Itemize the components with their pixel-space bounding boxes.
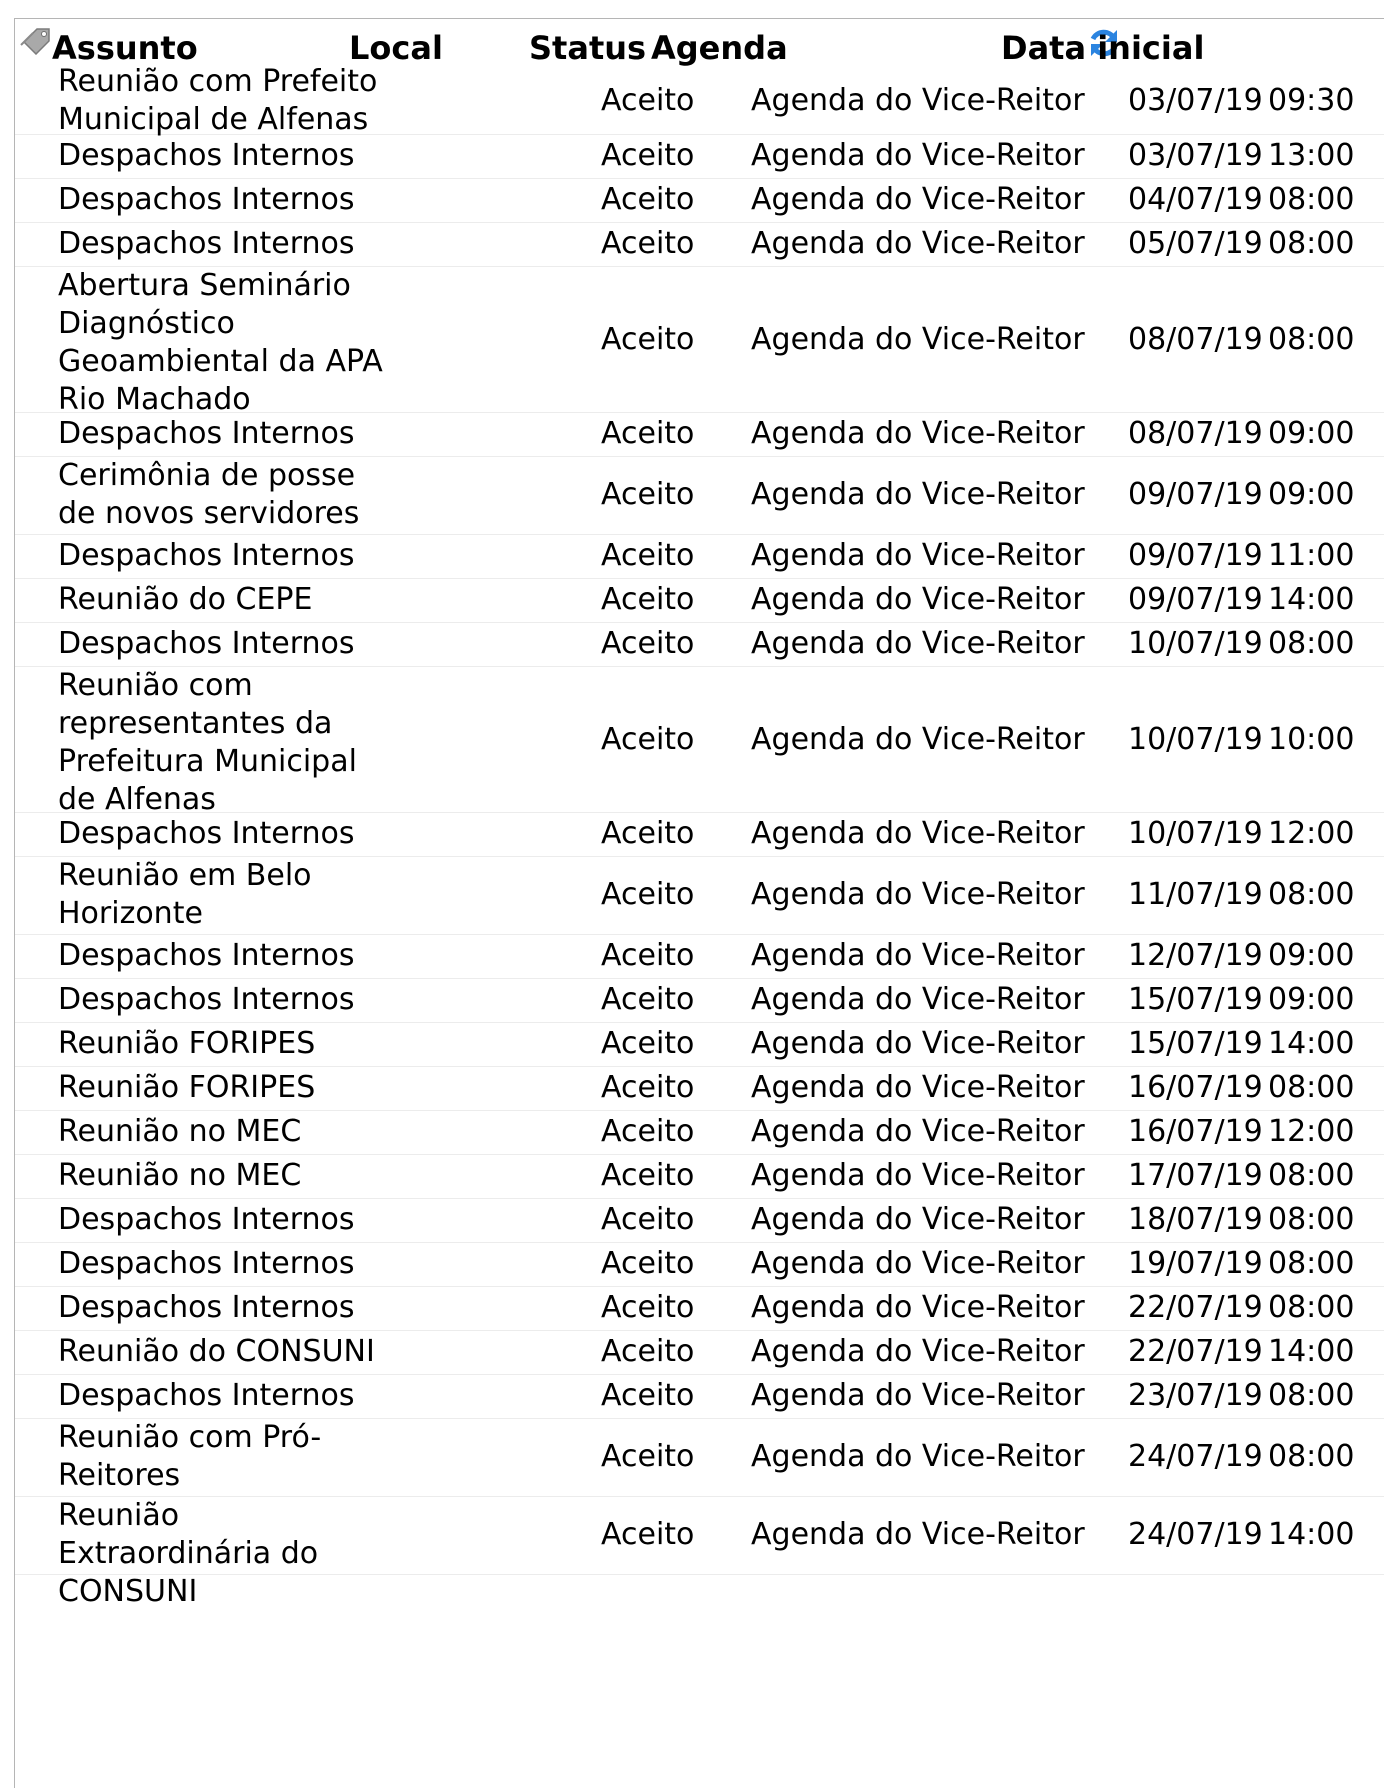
table-row[interactable] [15, 813, 1384, 857]
cell-date: 10/07/19 [1128, 816, 1263, 851]
table-body [15, 64, 1384, 1609]
cell-date: 04/07/19 [1128, 182, 1263, 217]
cell-subject: Reunião com representantes da Prefeitura Municipal de Alfenas [58, 668, 357, 817]
cell-subject: Despachos Internos [58, 416, 355, 451]
cell-agenda: Agenda do Vice-Reitor [751, 1517, 1085, 1552]
cell-agenda: Agenda do Vice-Reitor [751, 538, 1085, 573]
table-row[interactable] [15, 1111, 1384, 1155]
cell-status: Aceito [601, 1290, 695, 1325]
cell-time: 14:00 [1268, 1334, 1355, 1369]
cell-subject: Despachos Internos [58, 182, 355, 217]
cell-status: Aceito [601, 1378, 695, 1413]
cell-time: 13:00 [1268, 138, 1355, 173]
cell-subject: Reunião FORIPES [58, 1070, 316, 1105]
cell-time: 08:00 [1268, 1378, 1355, 1413]
table-row[interactable] [15, 979, 1384, 1023]
table-row[interactable] [15, 457, 1384, 535]
cell-subject: Abertura Seminário Diagnóstico Geoambiental da APA Rio Machado [58, 268, 383, 417]
cell-agenda: Agenda do Vice-Reitor [751, 1439, 1085, 1474]
cell-agenda: Agenda do Vice-Reitor [751, 1158, 1085, 1193]
cell-agenda: Agenda do Vice-Reitor [751, 938, 1085, 973]
cell-subject: Despachos Internos [58, 1202, 355, 1237]
table-row[interactable] [15, 179, 1384, 223]
cell-agenda: Agenda do Vice-Reitor [751, 182, 1085, 217]
table-row[interactable] [15, 1067, 1384, 1111]
cell-agenda: Agenda do Vice-Reitor [751, 1334, 1085, 1369]
cell-date: 10/07/19 [1128, 626, 1263, 661]
cell-status: Aceito [601, 322, 695, 357]
cell-date: 23/07/19 [1128, 1378, 1263, 1413]
cell-subject: Reunião com Pró-Reitores [58, 1420, 322, 1493]
cell-agenda: Agenda do Vice-Reitor [751, 626, 1085, 661]
cell-agenda: Agenda do Vice-Reitor [751, 982, 1085, 1017]
cell-status: Aceito [601, 182, 695, 217]
cell-date: 22/07/19 [1128, 1334, 1263, 1369]
cell-date: 22/07/19 [1128, 1290, 1263, 1325]
cell-agenda: Agenda do Vice-Reitor [751, 816, 1085, 851]
cell-status: Aceito [601, 538, 695, 573]
cell-status: Aceito [601, 1114, 695, 1149]
cell-time: 09:00 [1268, 982, 1355, 1017]
cell-status: Aceito [601, 1202, 695, 1237]
cell-agenda: Agenda do Vice-Reitor [751, 226, 1085, 261]
cell-time: 14:00 [1268, 1026, 1355, 1061]
cell-agenda: Agenda do Vice-Reitor [751, 582, 1085, 617]
cell-status: Aceito [601, 1439, 695, 1474]
cell-date: 17/07/19 [1128, 1158, 1263, 1193]
cell-date: 08/07/19 [1128, 322, 1263, 357]
cell-agenda: Agenda do Vice-Reitor [751, 1070, 1085, 1105]
cell-time: 08:00 [1268, 322, 1355, 357]
cell-subject: Reunião no MEC [58, 1158, 302, 1193]
table-row[interactable] [15, 1243, 1384, 1287]
cell-time: 12:00 [1268, 1114, 1355, 1149]
cell-subject: Reunião FORIPES [58, 1026, 316, 1061]
cell-time: 14:00 [1268, 582, 1355, 617]
column-header-agenda[interactable]: Agenda [651, 29, 788, 67]
cell-subject: Despachos Internos [58, 1246, 355, 1281]
cell-subject: Despachos Internos [58, 226, 355, 261]
cell-time: 08:00 [1268, 182, 1355, 217]
cell-subject: Despachos Internos [58, 816, 355, 851]
column-header-start-date[interactable]: Data inicial [1001, 29, 1205, 67]
cell-subject: Despachos Internos [58, 138, 355, 173]
cell-status: Aceito [601, 477, 695, 512]
cell-subject: Despachos Internos [58, 626, 355, 661]
cell-date: 03/07/19 [1128, 83, 1263, 118]
cell-status: Aceito [601, 938, 695, 973]
cell-agenda: Agenda do Vice-Reitor [751, 1378, 1085, 1413]
cell-agenda: Agenda do Vice-Reitor [751, 83, 1085, 118]
cell-status: Aceito [601, 226, 695, 261]
cell-date: 09/07/19 [1128, 477, 1263, 512]
cell-status: Aceito [601, 582, 695, 617]
table-row[interactable] [15, 935, 1384, 979]
table-row[interactable] [15, 64, 1384, 137]
cell-status: Aceito [601, 1334, 695, 1369]
cell-date: 18/07/19 [1128, 1202, 1263, 1237]
column-header-local[interactable]: Local [349, 29, 443, 67]
cell-time: 09:00 [1268, 938, 1355, 973]
cell-date: 15/07/19 [1128, 1026, 1263, 1061]
cell-agenda: Agenda do Vice-Reitor [751, 322, 1085, 357]
cell-time: 08:00 [1268, 1202, 1355, 1237]
cell-agenda: Agenda do Vice-Reitor [751, 877, 1085, 912]
cell-date: 11/07/19 [1128, 877, 1263, 912]
cell-time: 12:00 [1268, 816, 1355, 851]
cell-agenda: Agenda do Vice-Reitor [751, 1114, 1085, 1149]
cell-status: Aceito [601, 877, 695, 912]
cell-date: 24/07/19 [1128, 1439, 1263, 1474]
cell-date: 12/07/19 [1128, 938, 1263, 973]
table-row[interactable] [15, 1497, 1384, 1609]
cell-time: 08:00 [1268, 226, 1355, 261]
cell-date: 09/07/19 [1128, 538, 1263, 573]
cell-subject: Reunião Extraordinária do CONSUNI [58, 1498, 319, 1609]
cell-time: 08:00 [1268, 1439, 1355, 1474]
table-row[interactable] [15, 1331, 1384, 1375]
cell-status: Aceito [601, 1517, 695, 1552]
cell-date: 15/07/19 [1128, 982, 1263, 1017]
table-row[interactable] [15, 623, 1384, 667]
cell-time: 08:00 [1268, 1158, 1355, 1193]
cell-agenda: Agenda do Vice-Reitor [751, 1290, 1085, 1325]
table-row[interactable] [15, 413, 1384, 457]
column-header-subject[interactable]: Assunto [52, 29, 198, 67]
cell-date: 09/07/19 [1128, 582, 1263, 617]
events-table [14, 18, 1384, 1788]
table-row[interactable] [15, 1287, 1384, 1331]
table-row[interactable] [15, 267, 1384, 417]
cell-time: 11:00 [1268, 538, 1355, 573]
cell-date: 08/07/19 [1128, 416, 1263, 451]
cell-date: 24/07/19 [1128, 1517, 1263, 1552]
cell-time: 09:00 [1268, 416, 1355, 451]
cell-date: 16/07/19 [1128, 1070, 1263, 1105]
cell-subject: Despachos Internos [58, 938, 355, 973]
tag-icon [20, 25, 54, 55]
cell-status: Aceito [601, 982, 695, 1017]
cell-status: Aceito [601, 416, 695, 451]
cell-subject: Cerimônia de posse de novos servidores [58, 458, 360, 531]
table-row[interactable] [15, 857, 1384, 935]
table-row[interactable] [15, 1023, 1384, 1067]
cell-time: 09:00 [1268, 477, 1355, 512]
cell-agenda: Agenda do Vice-Reitor [751, 1026, 1085, 1061]
table-row[interactable] [15, 1419, 1384, 1497]
cell-status: Aceito [601, 83, 695, 118]
table-row[interactable] [15, 667, 1384, 817]
cell-agenda: Agenda do Vice-Reitor [751, 1202, 1085, 1237]
cell-date: 19/07/19 [1128, 1246, 1263, 1281]
cell-time: 08:00 [1268, 1070, 1355, 1105]
cell-agenda: Agenda do Vice-Reitor [751, 138, 1085, 173]
cell-time: 09:30 [1268, 83, 1355, 118]
cell-date: 10/07/19 [1128, 722, 1263, 757]
table-row[interactable] [15, 535, 1384, 579]
cell-time: 14:00 [1268, 1517, 1355, 1552]
table-row[interactable] [15, 223, 1384, 267]
cell-status: Aceito [601, 722, 695, 757]
cell-time: 08:00 [1268, 1290, 1355, 1325]
cell-status: Aceito [601, 1246, 695, 1281]
cell-subject: Reunião do CEPE [58, 582, 313, 617]
cell-agenda: Agenda do Vice-Reitor [751, 477, 1085, 512]
cell-subject: Reunião do CONSUNI [58, 1334, 375, 1369]
cell-status: Aceito [601, 1026, 695, 1061]
cell-time: 08:00 [1268, 877, 1355, 912]
cell-agenda: Agenda do Vice-Reitor [751, 1246, 1085, 1281]
cell-time: 08:00 [1268, 626, 1355, 661]
cell-status: Aceito [601, 138, 695, 173]
cell-subject: Despachos Internos [58, 538, 355, 573]
cell-agenda: Agenda do Vice-Reitor [751, 722, 1085, 757]
cell-status: Aceito [601, 816, 695, 851]
cell-time: 08:00 [1268, 1246, 1355, 1281]
cell-subject: Despachos Internos [58, 1378, 355, 1413]
cell-subject: Reunião com Prefeito Municipal de Alfenas [58, 64, 378, 137]
cell-subject: Reunião no MEC [58, 1114, 302, 1149]
cell-subject: Despachos Internos [58, 982, 355, 1017]
cell-subject: Despachos Internos [58, 1290, 355, 1325]
table-row[interactable] [15, 1155, 1384, 1199]
cell-date: 03/07/19 [1128, 138, 1263, 173]
cell-status: Aceito [601, 1158, 695, 1193]
cell-date: 05/07/19 [1128, 226, 1263, 261]
cell-date: 16/07/19 [1128, 1114, 1263, 1149]
cell-agenda: Agenda do Vice-Reitor [751, 416, 1085, 451]
cell-status: Aceito [601, 1070, 695, 1105]
cell-subject: Reunião em Belo Horizonte [58, 858, 312, 931]
cell-status: Aceito [601, 626, 695, 661]
column-header-status[interactable]: Status [529, 29, 647, 67]
table-row[interactable] [15, 579, 1384, 623]
table-row[interactable] [15, 1199, 1384, 1243]
cell-time: 10:00 [1268, 722, 1355, 757]
table-header [15, 19, 1384, 69]
table-row[interactable] [15, 1375, 1384, 1419]
table-row[interactable] [15, 135, 1384, 179]
